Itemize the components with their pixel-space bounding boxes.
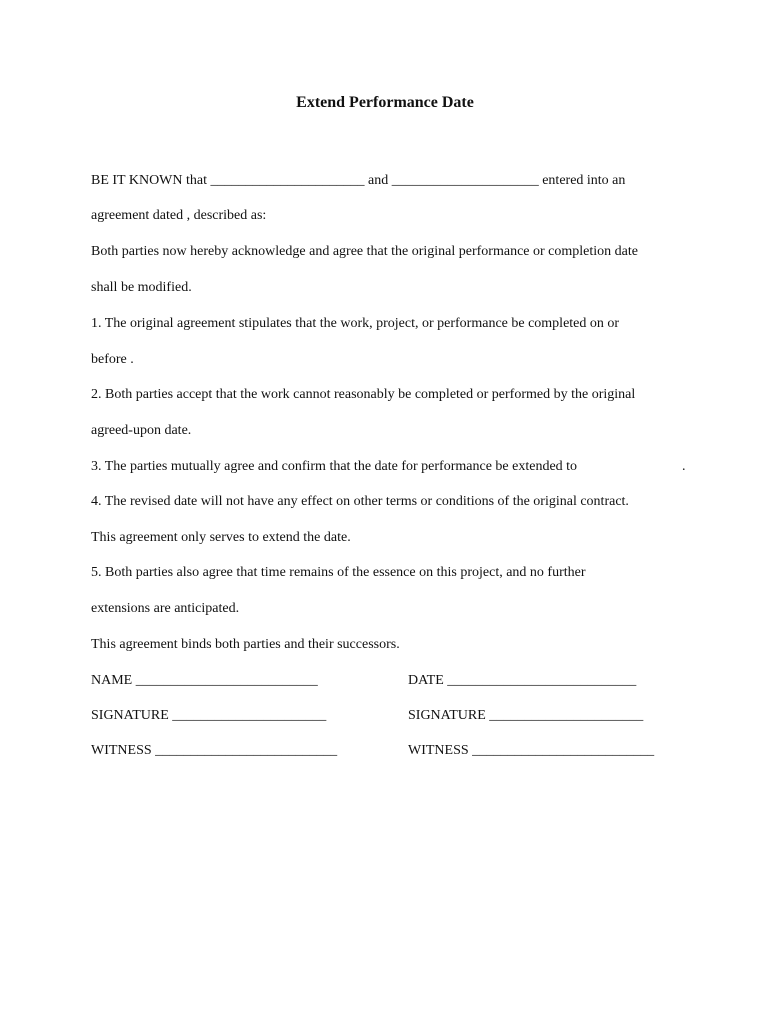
modified-line: shall be modified. — [91, 280, 192, 295]
clause-2-date-line: agreed-upon date. — [91, 423, 192, 438]
witness-field-left: WITNESS __________________________ — [91, 743, 338, 758]
signature-field-right: SIGNATURE ______________________ — [408, 708, 644, 723]
agreement-dated-line: agreement dated , described as: — [91, 208, 267, 223]
clause-2-line: 2. Both parties accept that the work cannot reasonably be completed or performed by the original — [91, 387, 636, 402]
clause-5-line: 5. Both parties also agree that time remains of the essence on this project, and no further — [91, 565, 586, 580]
signature-field-left: SIGNATURE ______________________ — [91, 708, 327, 723]
parties-line: BE IT KNOWN that ______________________ and _____________________ entered into an — [91, 173, 626, 188]
name-field: NAME __________________________ — [91, 673, 318, 688]
date-field: DATE ___________________________ — [408, 673, 637, 688]
witness-field-right: WITNESS __________________________ — [408, 743, 655, 758]
clause-1-before-line: before . — [91, 352, 134, 367]
clause-5-extensions-line: extensions are anticipated. — [91, 601, 240, 616]
acknowledge-line: Both parties now hereby acknowledge and agree that the original performance or completion date — [91, 244, 638, 259]
clause-4-line: 4. The revised date will not have any effect on other terms or conditions of the original contract. — [91, 494, 629, 509]
clause-4-extend-line: This agreement only serves to extend the date. — [91, 530, 351, 545]
clause-1-line: 1. The original agreement stipulates that the work, project, or performance be completed on or — [91, 316, 620, 331]
binding-line: This agreement binds both parties and their successors. — [91, 637, 400, 652]
document-title: Extend Performance Date — [296, 94, 474, 111]
clause-3-line: 3. The parties mutually agree and confirm that the date for performance be extended to — [91, 459, 578, 474]
clause-3-period: . — [682, 459, 686, 474]
